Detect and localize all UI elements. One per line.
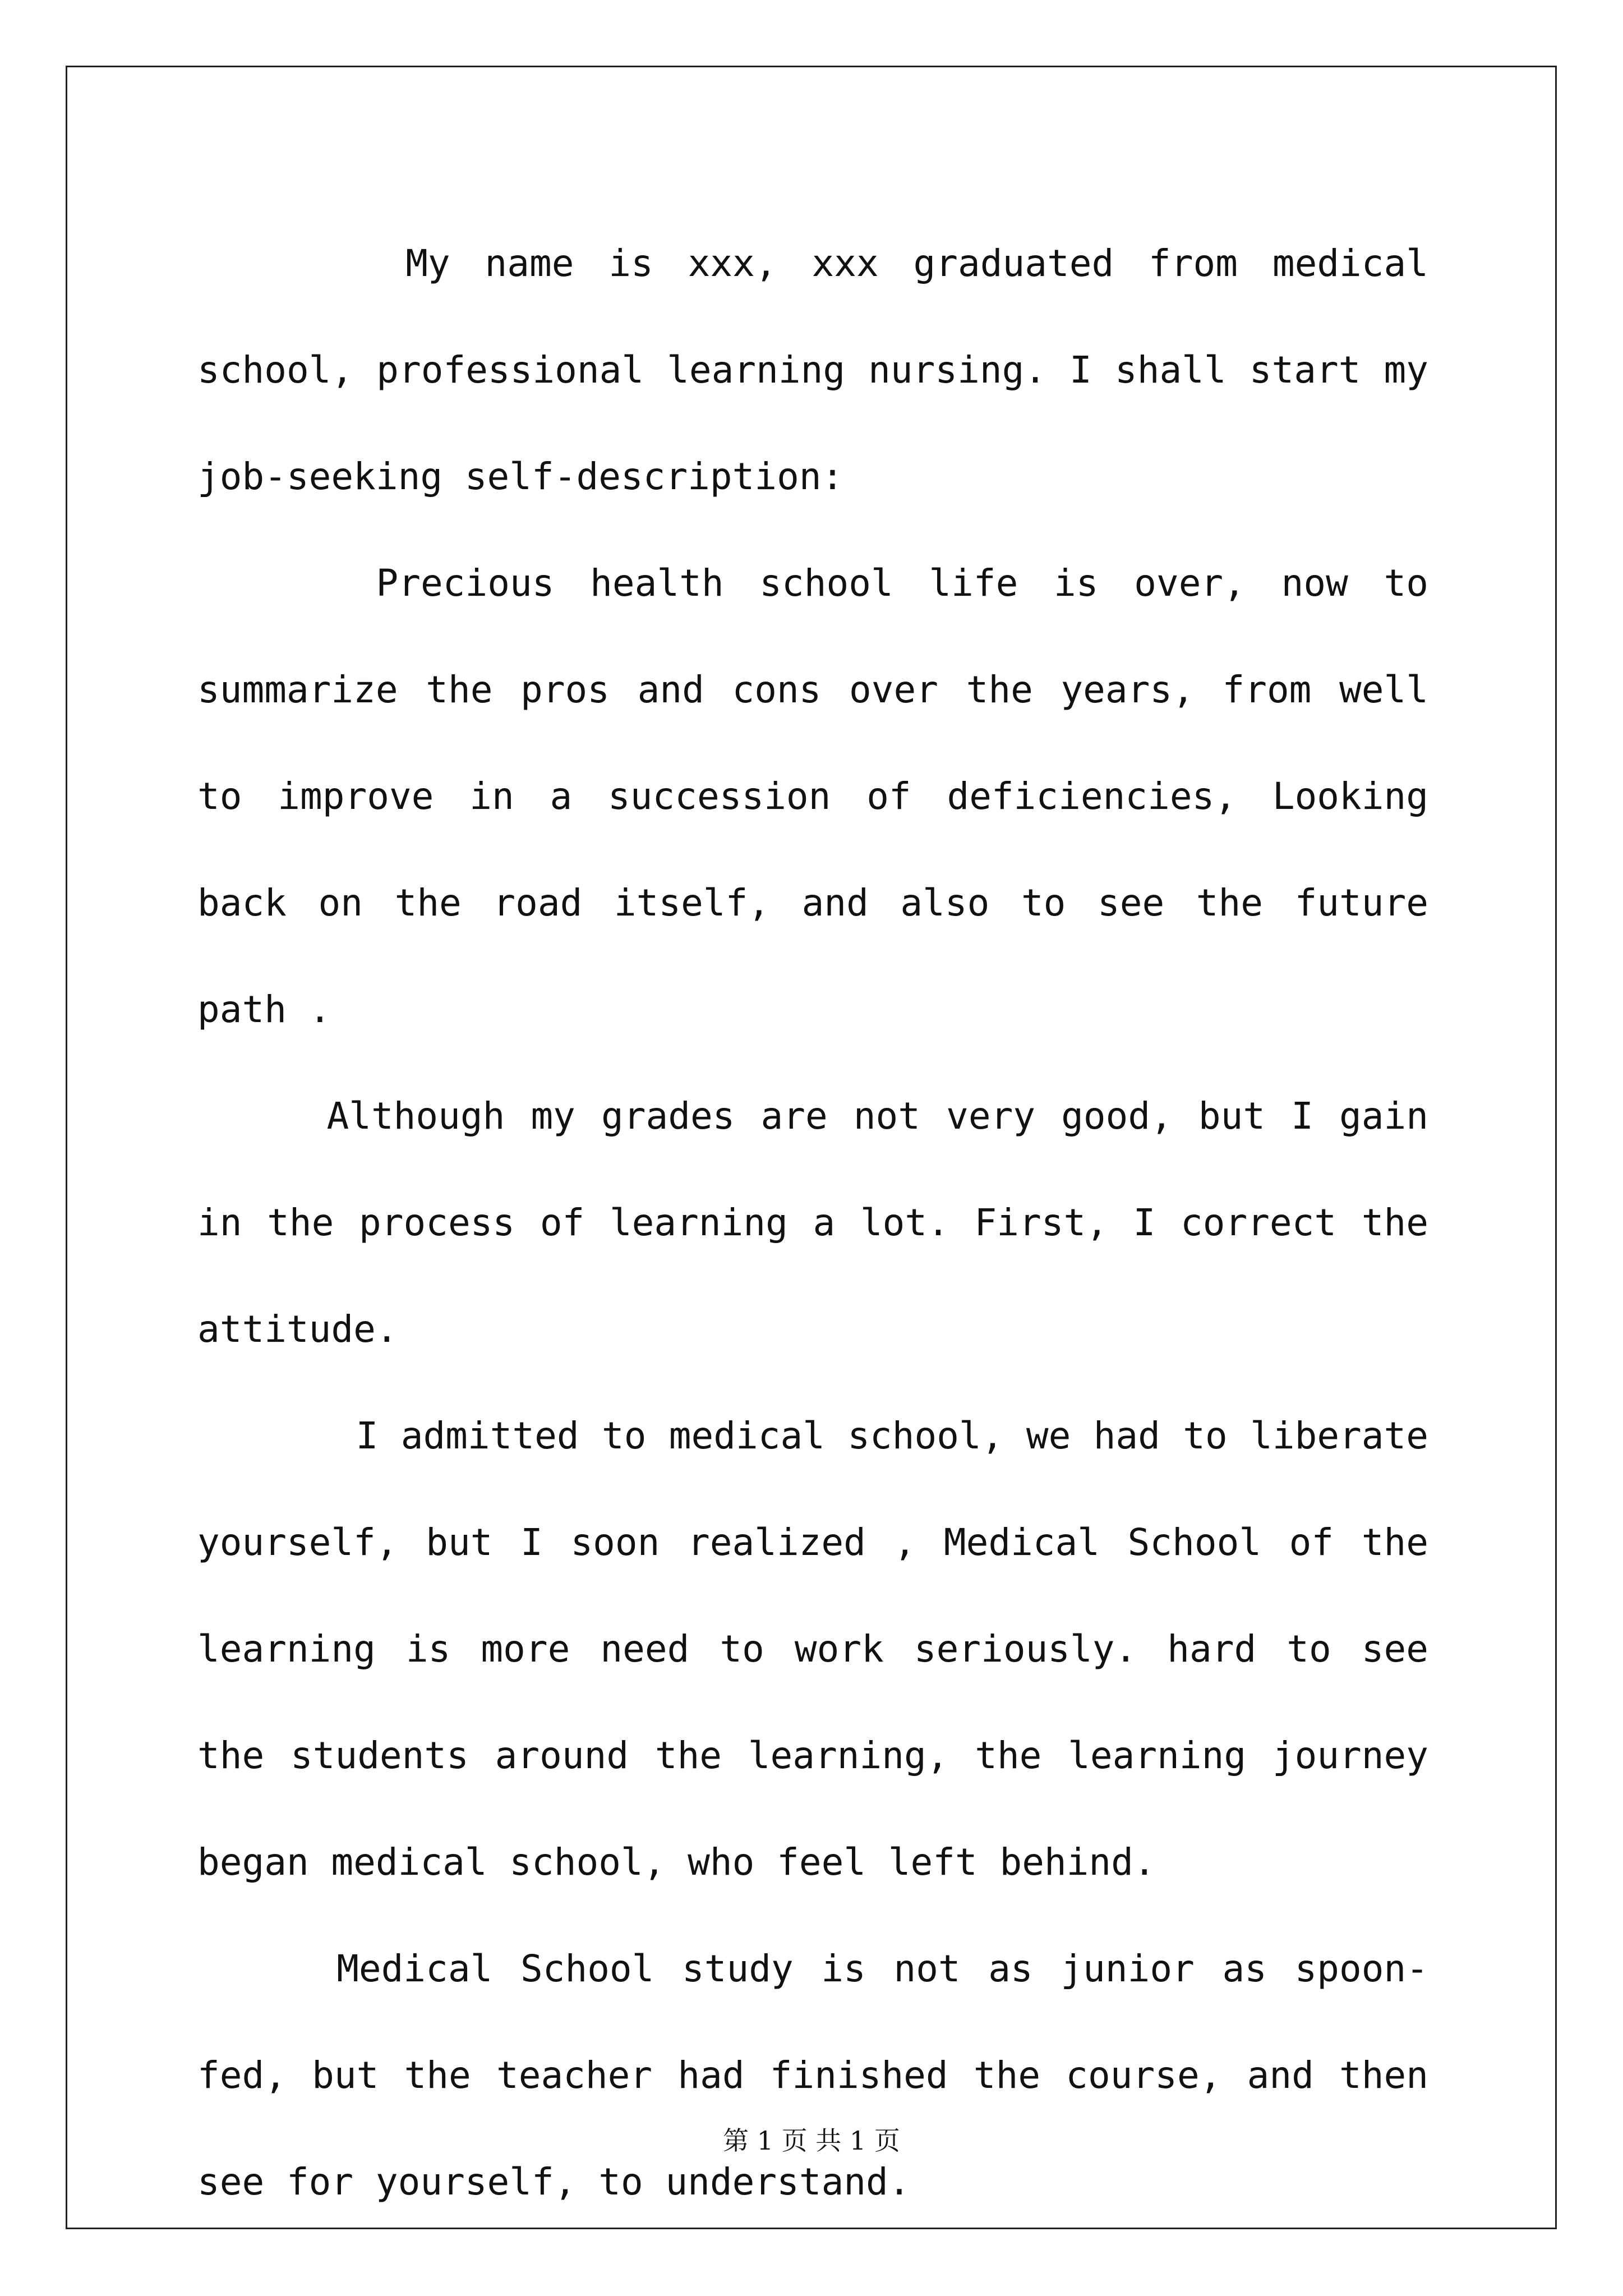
paragraph-5: Medical School study is not as junior as spoon-fed, but the teacher had finished the course, and then see for yourself, to understand.: [197, 1947, 1428, 2203]
document-body: [197, 210, 1428, 2235]
paragraph-3: Although my grades are not very good, but I gain in the process of learning a lot. First, I correct the attitude.: [197, 1094, 1428, 1351]
paragraph-2: Precious health school life is over, now to summarize the pros and cons over the years, from well to improve in a succession of deficiencies, Looking back on the road itself, and also to see the future path .: [197, 562, 1428, 1031]
page-footer: 第 1 页 共 1 页: [723, 2125, 900, 2156]
paragraph-4: I admitted to medical school, we had to liberate yourself, but I soon realized , Medical School of the learning is more need to work seriously. hard to see the students around the learning, the learning journey began medical school, who feel left behind.: [197, 1414, 1428, 1884]
paragraph-1: My name is xxx, xxx graduated from medical school, professional learning nursing. I shall start my job-seeking self-description:: [197, 242, 1428, 498]
